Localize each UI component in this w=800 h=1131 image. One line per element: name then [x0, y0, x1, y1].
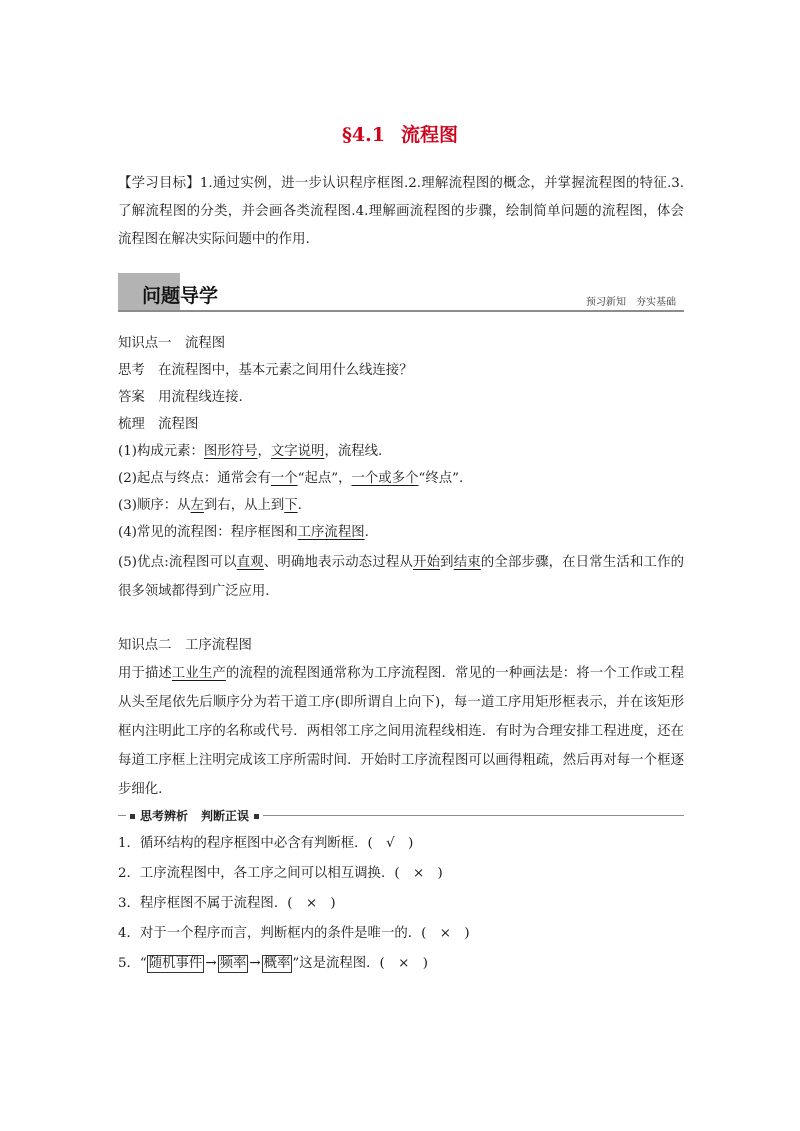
kp1-item-4 [118, 519, 684, 546]
kp1-item-2 [118, 465, 684, 492]
text: “起点”， [297, 471, 352, 486]
arrow-right-icon: → [205, 956, 217, 971]
section-header [118, 273, 684, 312]
text: . [297, 498, 302, 513]
text: 的流程的流程图通常称为工序流程图．常见的一种画法是：将一个工作或工程从头至尾依先后顺序分为若干道工序(即所谓自上向下)，每一道工序用矩形框表示，并在该矩形框内注明此工序的名称或代号．两相邻工序之间用流程线相连．有时为合理安排工程进度，还在每道工序框上注明完成该工序所需时间．开始时工序流程图可以画得粗疏，然后再对每一个框逐步细化. [118, 666, 685, 797]
page-title [0, 120, 800, 147]
square-bullet-icon [130, 814, 135, 819]
text: . [364, 525, 369, 540]
think-section-header [118, 806, 684, 826]
text: 5．“ [118, 956, 147, 971]
text: 到右，从上到 [203, 498, 285, 513]
text: (3)顺序：从 [118, 498, 191, 513]
text: ，流程线. [324, 444, 383, 459]
quiz-item-5 [118, 949, 684, 979]
learning-objectives [118, 170, 684, 254]
blank-answer: 左 [190, 498, 204, 513]
text: (4)常见的流程图：程序框图和 [118, 525, 298, 540]
kp1-answer: 答案 用流程线连接. [118, 390, 243, 405]
text: 到 [440, 555, 454, 570]
text: 的全部步骤，在日常生活和工作的很多领域都得到广泛应用. [118, 555, 685, 599]
section-tag-1: 预习新知 [586, 297, 626, 308]
section-tag-2: 夯实基础 [636, 297, 676, 308]
section-tag [586, 293, 676, 308]
blank-answer: 图形符号 [203, 444, 258, 459]
quiz-list [118, 829, 684, 979]
kp1-item-1 [118, 438, 684, 465]
think-section-label [126, 806, 263, 826]
flow-box: 概率 [263, 956, 291, 971]
arrow-right-icon: → [249, 956, 261, 971]
quiz-item: 1．循环结构的程序框图中必含有判断框．( √ ) [118, 836, 414, 851]
blank-answer: 一个或多个 [351, 471, 419, 486]
quiz-item: 3．程序框图不属于流程图．( × ) [118, 896, 336, 911]
text: ， [257, 444, 271, 459]
flow-box: 随机事件 [148, 956, 203, 971]
blank-answer: 开始 [413, 555, 441, 570]
section-name: 流程图 [400, 124, 458, 146]
kp2-paragraph [118, 659, 684, 804]
text: ”这是流程图．( × ) [292, 956, 428, 971]
blank-answer: 工序流程图 [297, 525, 365, 540]
blank-answer: 工业生产 [171, 666, 226, 681]
blank-answer: 直观 [236, 555, 264, 570]
blank-answer: 结束 [453, 555, 481, 570]
knowledge-point-1 [118, 330, 684, 546]
objectives-text: 1.通过实例，进一步认识程序框图.2.理解流程图的概念，并掌握流程图的特征.3.了解流程图的分类，并会画各类流程图.4.理解画流程图的步骤，绘制简单问题的流程图，体会流程图在解决实际问题中的作用. [118, 176, 684, 247]
text: 、明确地表示动态过程从 [263, 555, 414, 570]
kp2-heading: 知识点二 工序流程图 [118, 638, 252, 653]
kp1-think: 思考 在流程图中，基本元素之间用什么线连接？ [118, 363, 413, 378]
flow-box: 频率 [219, 956, 247, 971]
kp1-item-5 [118, 548, 684, 606]
text: “终点”. [418, 471, 464, 486]
blank-answer: 下 [284, 498, 298, 513]
text: (1)构成元素： [118, 444, 204, 459]
objectives-label: 【学习目标】 [118, 176, 200, 191]
think-label-2: 判断正误 [201, 809, 250, 823]
kp1-heading: 知识点一 流程图 [118, 336, 226, 351]
blank-answer: 文字说明 [270, 444, 325, 459]
think-label-1: 思考辨析 [140, 809, 189, 823]
square-bullet-icon [254, 814, 259, 819]
knowledge-point-2 [118, 632, 684, 659]
kp1-summary: 梳理 流程图 [118, 417, 199, 432]
text: (5)优点:流程图可以 [118, 555, 237, 570]
kp1-item-3 [118, 492, 684, 519]
section-heading: 问题导学 [142, 285, 219, 307]
quiz-item: 4．对于一个程序而言，判断框内的条件是唯一的．( × ) [118, 926, 470, 941]
text: (2)起点与终点：通常会有 [118, 471, 271, 486]
quiz-item: 2．工序流程图中，各工序之间可以相互调换．( × ) [118, 866, 443, 881]
text: 用于描述 [118, 666, 172, 681]
blank-answer: 一个 [270, 471, 298, 486]
section-number: §4.1 [341, 124, 385, 146]
